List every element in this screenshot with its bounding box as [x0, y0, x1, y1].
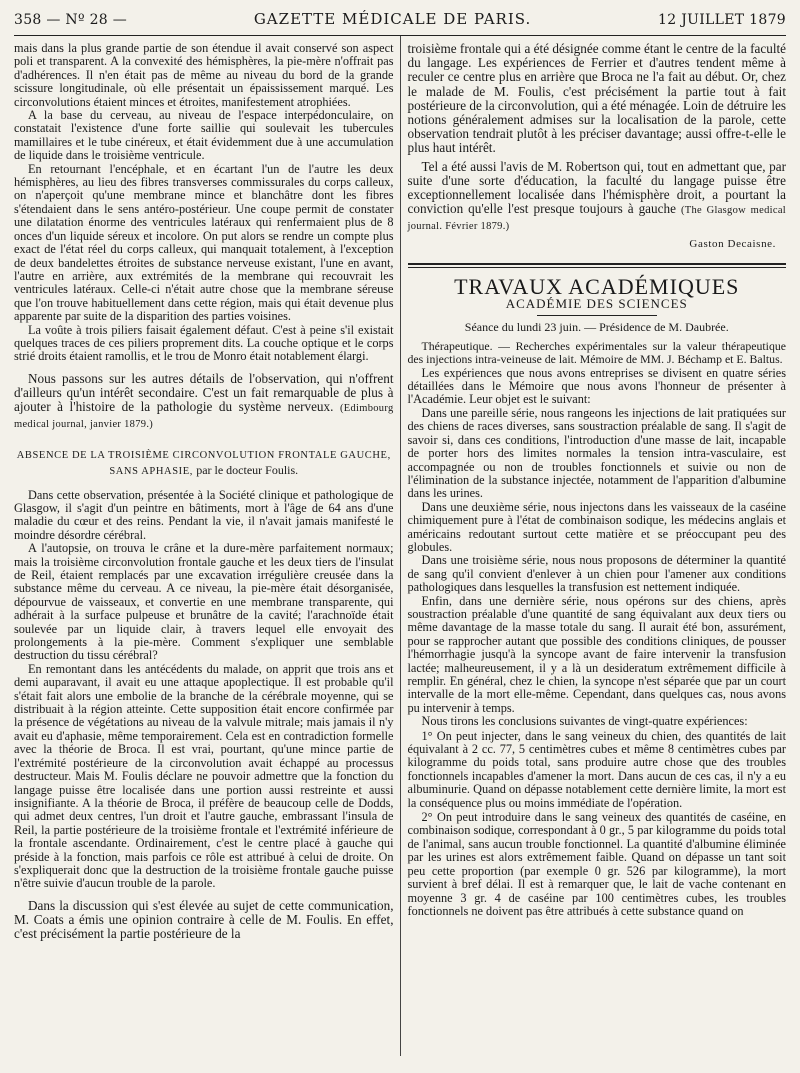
subheading-rule: [537, 315, 657, 316]
section-rule: [408, 263, 787, 268]
page-number: 358 — Nº 28 —: [14, 12, 128, 28]
conclusion-item: 2° On peut introduire dans le sang veineux des quantités de caséine, en combinaison sodique, correspondant à 0 gr., 5 par kilogramme du poids total de l'animal, sans aucun trouble fonctionnel. La quantité d'albumine éliminée par les urines est alors extrêmement faible. Quand on dépasse un tant soit peu cette proportion (par exemple 0 gr. 526 par kilogramme), la mort survient à bref délai. Il est à remarquer que, le lait de vache contenant en moyenne 3 gr. 4 de caséine par 100 centimètres cubes, les troubles fonctionnels ne doivent pas être attribués à cette substance quand on: [407, 810, 786, 918]
paragraph: Dans cette observation, présentée à la Société clinique et pathologique de Glasgow, il s'agit d'un peintre en bâtiments, mort à l'âge de 64 ans d'une maladie du cœur et des reins. Pendant la vie, il n'avait jamais manifesté le moindre désordre cérébral.: [14, 487, 394, 542]
paragraph: Dans une deuxième série, nous injectons dans les vaisseaux de la caséine chimiquement pure à l'état de combinaison sodique, les médecins anglais et américains redoutant surtout cette matière et se préoccupant peu des globules.: [407, 499, 786, 554]
left-column: [14, 36, 400, 1056]
paragraph: A la base du cerveau, au niveau de l'espace interpédonculaire, on constatait l'existence d'une forte saillie qui soulevait les tubercules mamillaires et le tube cinéreux, et était évidemment due à une accumulation de liquide dans le troisième ventricule.: [14, 108, 394, 163]
paragraph: En remontant dans les antécédents du malade, on apprit que trois ans et demi auparavant, il avait eu une attaque apoplectique. Il est probable qu'il s'était fait alors une embolie de la branche de la cérébrale moyenne, qui se distribuait à la région atteinte. Cette supposition était encore confirmée par la présence de végétations au niveau de la valvule mitrale; mais jamais il n'y avait eu d'aphasie, même temporairement. Cela est en contradiction formelle avec la théorie de Broca. Il est vrai, pourtant, qu'une mince partie de l'extrémité postérieure de la circonvolution avait échappé au processus destructeur. Mais M. Foulis déclare ne pouvoir admettre que la fonction du langage puisse être localisée dans une portion aussi restreinte et aussi insignifiante. A la théorie de Broca, il préfère de beaucoup celle de Dodds, qui admet deux centres, l'un droit et l'autre gauche, embrassant l'insula de Reil, la partie postérieure de la troisième frontale et l'extrémité inférieure de la frontale ascendante. Ordinairement, c'est le centre placé à gauche qui préside à la fonction, mais parfois ce rôle est attribué à celui de droite. On s'expliquerait donc que la destruction de la troisième frontale gauche puisse n'être suivie d'aucun trouble de la parole.: [14, 661, 394, 891]
summary-text: Nous passons sur les autres détails de l'observation, qui n'offrent d'ailleurs qu'un intérêt secondaire. C'est un fait remarquable de plus à ajouter à l'histoire de la pathologie du système nerveux.: [14, 370, 394, 415]
paragraph: Dans une troisième série, nous nous proposons de déterminer la quantité de sang qu'il convient d'enlever à un chien pour l'amener aux conditions pathologiques dans lesquelles la transfusion est nettement indiquée.: [407, 553, 786, 595]
paragraph: Enfin, dans une dernière série, nous opérons sur des chiens, après soustraction préalable d'une quantité de sang équivalant aux deux tiers ou même davantage de la masse totale du sang. Il aurait été bon, assurément, pour se rapprocher autant que possible des conditions cliniques, de pousser l'hémorrhagie jusqu'à la syncope avant de faire intervenir la transfusion lactée; malheureusement, il y a là un desideratum extrêmement difficile à remplir. En général, chez le chien, la syncope n'est séparée que par un court intervalle de la mort elle-même. Cependant, dans quelques cas, nous avons pu intervenir à temps.: [407, 593, 786, 715]
page-header: [14, 10, 786, 32]
session-line: Séance du lundi 23 juin. — Présidence de M. Daubrée.: [464, 319, 729, 334]
paragraph: En retournant l'encéphale, et en écartant l'un de l'autre les deux hémisphères, au lieu des fibres transverses commissurales du corps calleux, on n'aperçoit qu'une membrane mince et blanchâtre dont les fibres s'étendaient dans le sens antéro-postérieur. Une coupe permit de constater une dilatation énorme des ventricules latéraux qui renfermaient plus de 8 onces d'un liquide séreux et incolore. On put alors se rendre un compte plus exact de l'état réel du corps calleux, qui manquait totalement, à l'exception de deux bandelettes étroites de substance nerveuse existant, l'une en avant, l'autre en arrière, aux extrémités de la membrane qui recouvrait les ventricules latéraux. Celle-ci n'était autre chose que la membrane séreuse que l'on trouve habituellement dans cette région, mais qui était devenue plus apparente par suite de la disparition des parties voisines.: [14, 161, 394, 324]
paragraph: Dans une pareille série, nous rangeons les injections de lait pratiquées sur des chiens de races diverses, sans soustraction préalable de sang. Il s'agit de savoir si, dans ces conditions, l'introduction d'une masse de lait, incapable de porter hors des limites normales la tension intra-vasculaire, est accompagnée ou non de troubles fonctionnels et suivie ou non de l'élimination de la substance injectée, notamment de l'apparition d'albumine dans les urines.: [407, 405, 786, 501]
paragraph: Les expériences que nous avons entreprises se divisent en quatre séries détaillées dans le Mémoire que nous avons l'honneur de présenter à l'Académie. Leur objet est le suivant:: [407, 365, 786, 407]
section-title-line-1: ABSENCE DE LA TROISIÈME CIRCONVOLUTION FRONTALE GAUCHE,: [16, 449, 391, 461]
paragraph: La voûte à trois piliers faisait également défaut. C'est à peine s'il existait quelques traces de ces piliers proprement dits. La couche optique et le corps strié droits étaient ramollis, et le trou de Monro était notablement élargi.: [14, 322, 394, 364]
paragraph-summary: [14, 372, 394, 433]
right-column: [401, 36, 787, 1056]
journal-title: GAZETTE MÉDICALE DE PARIS.: [253, 10, 532, 28]
author-signature: Gaston Decaisne.: [689, 237, 776, 250]
columns: [14, 36, 786, 1056]
section-title: [14, 449, 394, 479]
robertson-text: Tel a été aussi l'avis de M. Robertson qui, tout en admettant que, par suite d'une sorte d'éducation, la faculté du langage puisse être exceptionnellement localisée dans l'hémisphère droit, a pourtant la conviction qu'elle l'est presque toujours à gauche: [407, 158, 786, 217]
section-heading: TRAVAUX ACADÉMIQUES: [454, 274, 740, 300]
memoir-heading: Thérapeutique. — Recherches expérimentales sur la valeur thérapeutique des injections intra-veineuse de lait. Mémoire de MM. J. Béchamp et E. Baltus.: [407, 339, 786, 367]
section-subheading: ACADÉMIE DES SCIENCES: [505, 296, 688, 312]
source-citation: (Edimbourg medical journal, janvier 1879.): [14, 403, 394, 431]
section-author: par le docteur Foulis.: [196, 462, 299, 477]
conclusion-item: 1° On peut injecter, dans le sang veineux du chien, des quantités de lait équivalant à 2 cc. 77, 5 centimètres cubes et même 8 centimètres cubes par kilogramme du poids total, sans produire autre chose que des troubles fonctionnels incapables d'amener la mort. Dans aucun de ces cas, il n'y a eu albuminurie. Quand on dépasse notablement cette dernière limite, la mort est la conséquence plus ou moins immédiate de l'opération.: [407, 728, 786, 810]
paragraph: troisième frontale qui a été désignée comme étant le centre de la faculté du langage. Les expériences de Ferrier et d'autres tendent même à reculer ce centre plus en arrière que Broca ne l'a fait au début. Or, chez le malade de M. Foulis, c'est précisément la partie tout à fait postérieure de la circonvolution, qui a été ménagée. Loin de détruire les notions généralement admises sur la localisation de la parole, cette observation tendrait plutôt à les préciser davantage; aussi offre-t-elle le plus haut intérêt.: [407, 41, 786, 156]
paragraph-robertson: [408, 160, 787, 235]
paragraph: Dans la discussion qui s'est élevée au sujet de cette communication, M. Coats a émis une opinion contraire à celle de M. Foulis. En effet, c'est précisément la partie postérieure de la: [14, 897, 394, 942]
issue-date: 12 JUILLET 1879: [658, 12, 786, 28]
section-title-line-2: SANS APHASIE,: [109, 465, 193, 477]
source-citation: (The Glasgow medical journal. Février 1879.): [407, 205, 786, 233]
paragraph: mais dans la plus grande partie de son étendue il avait conservé son aspect poli et transparent. A la convexité des hémisphères, la pie-mère n'offrait pas d'adhérences. Il n'en était pas de même au niveau du bord de la grande scissure longitudinale, où elle présentait un épaississement marqué. Les circonvolutions étaient minces et étroites, manifestement atrophiées.: [14, 41, 394, 109]
paragraph: A l'autopsie, on trouva le crâne et la dure-mère parfaitement normaux; mais la troisième circonvolution frontale gauche et les deux tiers de l'insulat de Reil, étaient remplacés par une excavation irrégulière creusée dans la substance même du cerveau. A ce niveau, la pie-mère était désorganisée, dépourvue de vaisseaux, et convertie en une membrane transparente, qui adhérait à la surface pulpeuse et brunâtre de la cavité; l'arachnoïde était soulevée par un liquide clair, à travers lequel elle envoyait des prolongements à la pie-mère. Comment s'expliquer une semblable destruction du tissu cérébral?: [14, 541, 394, 663]
paragraph: Nous tirons les conclusions suivantes de vingt-quatre expériences:: [421, 714, 748, 729]
